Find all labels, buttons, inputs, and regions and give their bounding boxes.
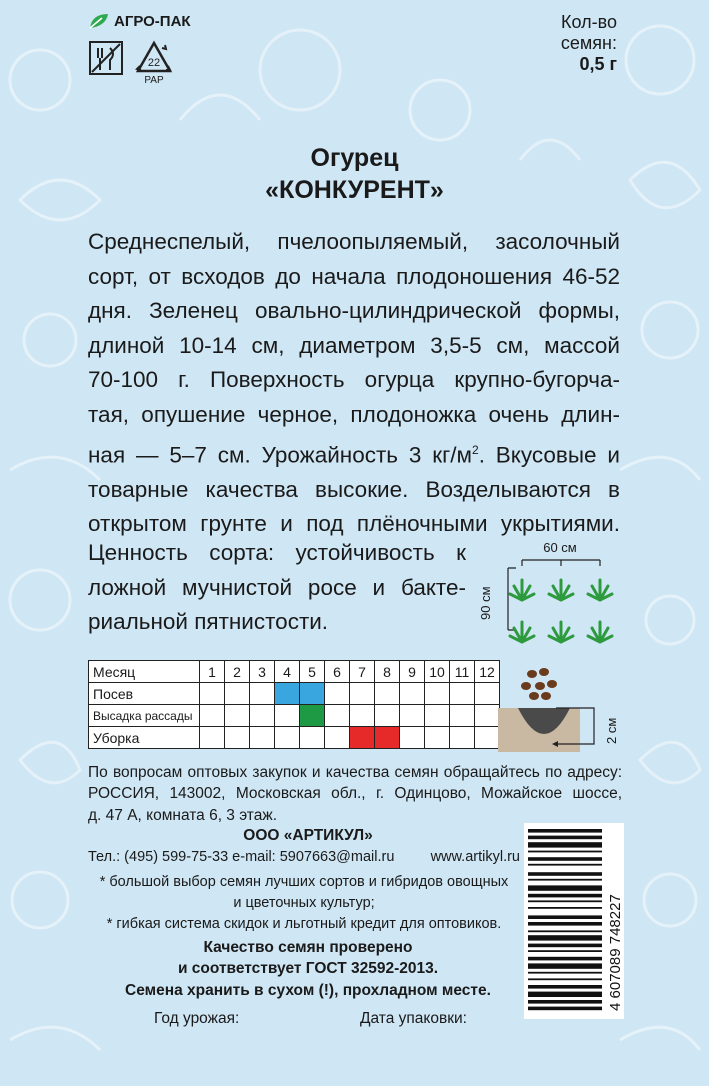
recycle-icon <box>134 40 174 76</box>
quantity-value: 0,5 г <box>579 54 617 74</box>
barcode-bars <box>524 823 624 1019</box>
barcode-bar <box>528 992 602 997</box>
quality-line: и соответствует ГОСТ 32592-2013. <box>177 960 439 978</box>
barcode-bar <box>528 829 602 833</box>
quantity-label-line1: Кол-во <box>561 12 617 32</box>
barcode-bar <box>528 836 602 840</box>
sowing-depth-diagram <box>498 664 622 756</box>
quality-line: Качество семян проверено <box>203 939 413 956</box>
month-cell: 12 <box>475 661 500 683</box>
calendar-header-row <box>89 661 500 683</box>
barcode <box>524 823 624 1019</box>
variety-value <box>88 536 466 640</box>
description-line: Среднеспелый, пчелоопыляемый, засолочный <box>88 229 620 254</box>
quality-statement <box>88 937 528 1001</box>
barcode-bar <box>528 900 602 902</box>
description-line: сорт, от всходов до начала плодоношения 46-52 <box>88 263 620 289</box>
harvest-month-7 <box>350 727 375 749</box>
barcode-bar <box>528 950 602 952</box>
title-crop: Огурец <box>310 144 399 172</box>
bullet-line: * гибкая система скидок и льготный кредит для оптовиков. <box>106 916 502 932</box>
offer-bullets <box>88 872 520 935</box>
description-line: открытом грунте и под плёночными укрытиями. <box>88 511 620 537</box>
month-cell: 6 <box>325 661 350 683</box>
barcode-bar <box>528 978 602 980</box>
barcode-bar <box>528 935 602 940</box>
package-icons <box>88 40 174 86</box>
month-cell: 4 <box>275 661 300 683</box>
yield-superscript: 2 <box>472 442 479 457</box>
row-label: Высадка рассады <box>89 705 200 727</box>
variety-description <box>88 225 620 542</box>
yield-text: ная — 5–7 см. Урожайность 3 кг/м <box>88 442 472 468</box>
description-line: тая, опушение черное, плодоножка очень длин- <box>88 401 620 427</box>
barcode-bar <box>528 922 602 926</box>
barcode-bar <box>528 851 602 853</box>
calendar-row-transplant <box>89 705 500 727</box>
description-line-yield <box>88 433 620 473</box>
description-line: 70-100 г. Поверхность огурца крупно-бугорча- <box>88 367 620 393</box>
month-cell: 10 <box>425 661 450 683</box>
barcode-bar <box>528 864 602 866</box>
barcode-bar <box>528 872 602 876</box>
leaf-icon <box>88 12 110 30</box>
month-cell: 1 <box>200 661 225 683</box>
harvest-year-label: Год урожая: <box>154 1010 240 1027</box>
quantity-label-line2: семян: <box>560 33 617 53</box>
sowing-month-5 <box>300 683 325 705</box>
sowing-month-4 <box>275 683 300 705</box>
barcode-bar <box>528 957 602 961</box>
contact-line: д. 47 А, комната 6, 3 этаж. <box>88 806 278 824</box>
sowing-calendar <box>88 660 500 749</box>
month-cell: 7 <box>350 661 375 683</box>
phone-email: Тел.: (495) 599-75-33 e-mail: 5907663@mail.ru <box>88 849 395 865</box>
calendar-row-harvest <box>89 727 500 749</box>
seeds-icon <box>521 668 557 700</box>
title-variety: «КОНКУРЕНТ» <box>265 176 444 204</box>
depth-label: 2 см <box>604 717 619 744</box>
bullet-line: и цветочных культур; <box>233 895 375 911</box>
planting-scheme-diagram <box>478 538 618 646</box>
barcode-bar <box>528 915 602 919</box>
calendar-header-label: Месяц <box>89 661 200 683</box>
brand-name: АГРО-ПАК <box>114 12 191 30</box>
harvest-month-8 <box>375 727 400 749</box>
value-line: риальной пятнистости. <box>88 609 329 635</box>
barcode-bar <box>528 879 602 881</box>
transplant-month-5 <box>300 705 325 727</box>
barcode-bar <box>528 907 602 909</box>
barcode-bar <box>528 894 602 898</box>
contact-line: РОССИЯ, 143002, Московская обл., г. Одинцово, Можайское шоссе, <box>88 785 622 803</box>
month-cell: 9 <box>400 661 425 683</box>
barcode-bar <box>528 972 602 974</box>
contact-phones <box>88 849 520 865</box>
brand-logo <box>88 12 191 30</box>
recycle-material: PAP <box>144 75 164 86</box>
recycle-code: 22 <box>147 57 161 69</box>
month-cell: 2 <box>225 661 250 683</box>
month-cell: 11 <box>450 661 475 683</box>
description-line: товарные качества высокие. Возделываются в <box>88 476 620 502</box>
row-label: Уборка <box>89 727 200 749</box>
month-cell: 5 <box>300 661 325 683</box>
barcode-bar <box>528 885 602 890</box>
barcode-bar <box>528 857 602 861</box>
row-label: Посев <box>89 683 200 705</box>
barcode-bar <box>528 944 602 948</box>
recycle-mark <box>134 40 174 86</box>
seedling-icons <box>510 580 612 642</box>
seed-quantity <box>561 12 617 75</box>
calendar-row-sowing <box>89 683 500 705</box>
description-line: длиной 10-14 см, диаметром 3,5-5 см, массой <box>88 332 620 358</box>
website-link[interactable]: www.artikyl.ru <box>430 849 520 865</box>
spacing-width-label: 60 см <box>543 540 577 555</box>
barcode-bar <box>528 985 602 989</box>
barcode-digits: 4 607089 748227 <box>607 894 624 1011</box>
contact-address <box>88 762 622 826</box>
pack-date-label: Дата упаковки: <box>360 1010 467 1027</box>
barcode-bar <box>528 930 602 932</box>
yield-tail: . Вкусовые и <box>478 442 620 468</box>
spacing-height-label: 90 см <box>478 586 493 620</box>
barcode-bar <box>528 1007 602 1011</box>
barcode-bar <box>528 1000 602 1004</box>
barcode-bar <box>528 842 602 847</box>
product-title <box>0 142 709 206</box>
value-line: ложной мучнистой росе и бакте- <box>88 574 466 600</box>
company-name: ООО «АРТИКУЛ» <box>243 827 373 844</box>
food-safe-crossed-icon <box>88 40 124 76</box>
month-cell: 8 <box>375 661 400 683</box>
month-cell: 3 <box>250 661 275 683</box>
quality-line: Семена хранить в сухом (!), прохладном месте. <box>125 981 491 999</box>
contact-line: По вопросам оптовых закупок и качества семян обращайтесь по адресу: <box>88 764 622 781</box>
bullet-line: * большой выбор семян лучших сортов и гибридов овощных <box>99 874 509 890</box>
value-line: Ценность сорта: устойчивость к <box>88 540 466 565</box>
barcode-bar <box>528 963 602 968</box>
description-line: дня. Зеленец овально-цилиндрической формы, <box>88 298 620 324</box>
